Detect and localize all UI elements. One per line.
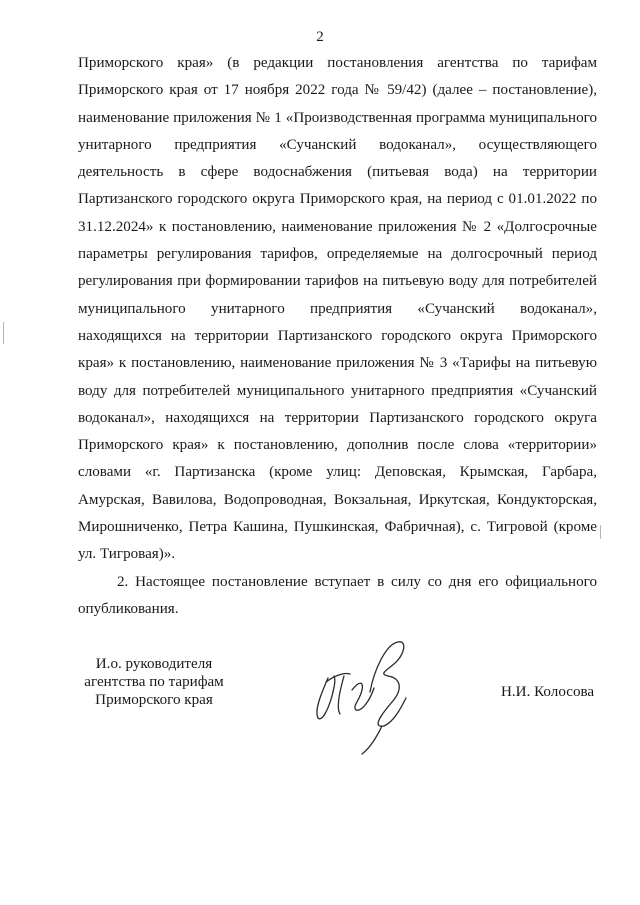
scan-margin-mark	[600, 525, 601, 539]
body-line: находящихся на территории Партизанского городского округа Приморского	[78, 327, 597, 344]
body-line: деятельность в сфере водоснабжения (питьевая вода) на территории	[78, 164, 597, 181]
body-line: водоканал», находящихся на территории Партизанского городского округа	[78, 409, 597, 426]
body-line: параметры регулирования тарифов, определяемые на долгосрочный период	[78, 246, 597, 263]
body-line: словами «г. Партизанска (кроме улиц: Деповская, Крымская, Гарбара,	[78, 464, 597, 481]
body-line: воду для потребителей муниципального унитарного предприятия «Сучанский	[78, 382, 597, 399]
position-line: Приморского края	[95, 692, 213, 708]
body-line: муниципального унитарного предприятия «Сучанский водоканал»,	[78, 300, 597, 317]
signer-name: Н.И. Колосова	[501, 684, 595, 700]
body-line: ул. Тигровая)».	[78, 546, 176, 563]
body-line: Партизанского городского округа Приморского края, на период с 01.01.2022 по	[78, 191, 597, 208]
body-line: унитарного предприятия «Сучанский водоканал», осуществляющего	[78, 136, 597, 153]
body-line: Приморского края» к постановлению, дополнив после слова «территории»	[78, 437, 597, 454]
scan-margin-mark	[3, 322, 4, 344]
body-line: Амурская, Вавилова, Водопроводная, Вокзальная, Иркутская, Кондукторская,	[78, 491, 597, 508]
document-body	[78, 50, 597, 623]
body-line: Мирошниченко, Петра Кашина, Пушкинская, Фабричная), с. Тигровой (кроме	[78, 519, 597, 536]
paragraph-2-line: 2. Настоящее постановление вступает в силу со дня его официального	[117, 573, 597, 590]
position-line: агентства по тарифам	[84, 674, 224, 690]
body-line: 31.12.2024» к постановлению, наименование приложения № 2 «Долгосрочные	[78, 218, 597, 235]
body-line: Приморского края» (в редакции постановления агентства по тарифам	[78, 55, 597, 71]
page-number: 2	[316, 29, 324, 45]
body-line: регулирования при формировании тарифов на питьевую воду для потребителей	[78, 273, 597, 290]
body-line: Приморского края от 17 ноября 2022 года № 59/42) (далее – постановление),	[78, 82, 597, 99]
handwritten-signature	[300, 630, 430, 760]
paragraph-2-line: опубликования.	[78, 600, 179, 617]
signatory-position	[84, 655, 224, 709]
position-line: И.о. руководителя	[95, 656, 213, 672]
body-line: края» к постановлению, наименование приложения № 3 «Тарифы на питьевую	[78, 355, 597, 372]
body-line: наименование приложения № 1 «Производственная программа муниципального	[78, 109, 597, 126]
